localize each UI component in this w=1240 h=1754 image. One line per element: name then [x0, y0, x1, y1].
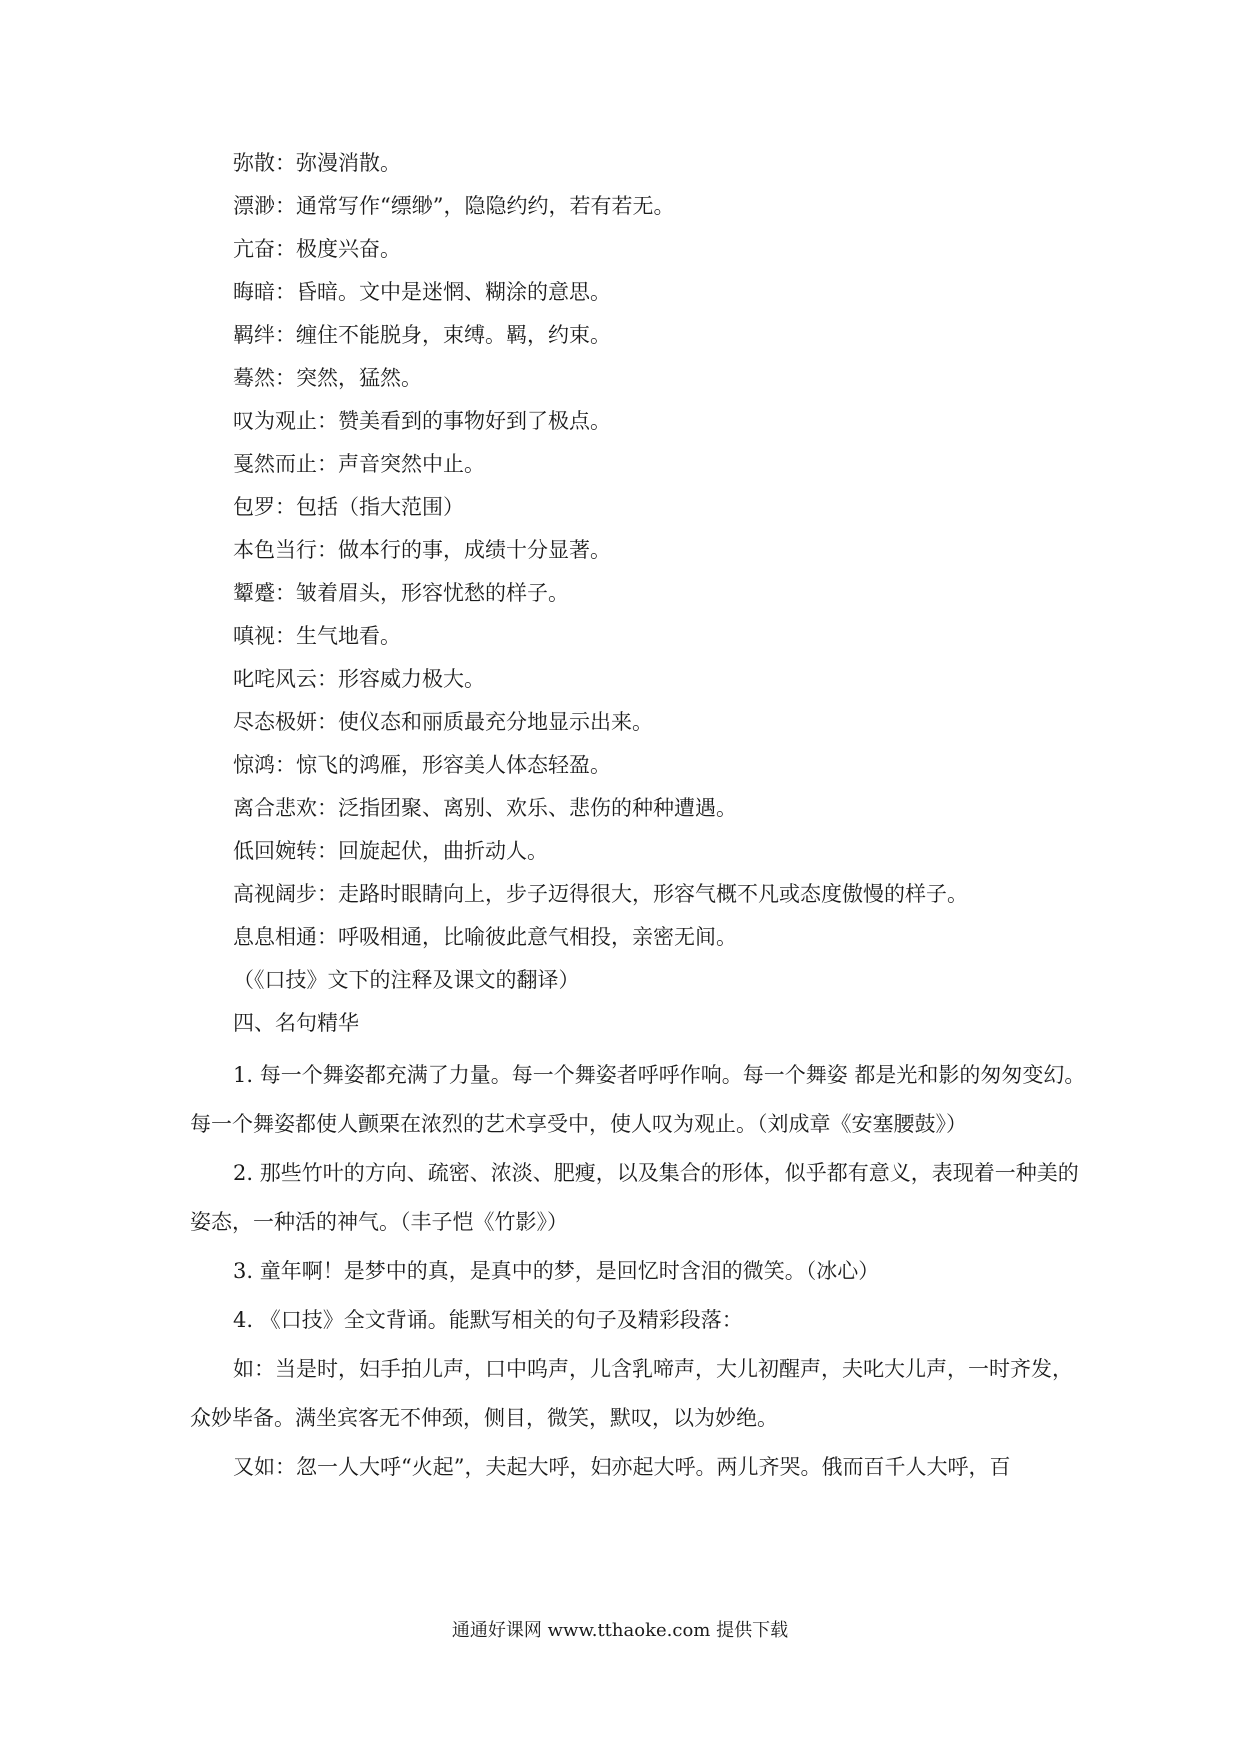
quote-paragraph: 1. 每一个舞姿都充满了力量。每一个舞姿者呼呼作响。每一个舞姿 都是光和影的匆匆变幻。每一个舞姿都使人颤栗在浓烈的艺术享受中，使人叹为观止。（刘成章《安塞腰鼓》）: [190, 1063, 1086, 1136]
glossary-item: 颦蹙：皱着眉头，形容忧愁的样子。: [233, 581, 569, 605]
glossary-item: 弥散：弥漫消散。: [233, 151, 401, 175]
glossary-item: 低回婉转：回旋起伏，曲折动人。: [233, 839, 548, 863]
glossary-item: 叱咤风云：形容威力极大。: [233, 667, 485, 691]
glossary-item: 晦暗：昏暗。文中是迷惘、糊涂的意思。: [233, 280, 611, 304]
glossary-item: 本色当行：做本行的事，成绩十分显著。: [233, 538, 611, 562]
glossary-item: 包罗：包括（指大范围）: [233, 495, 464, 519]
glossary-item: 离合悲欢：泛指团聚、离别、欢乐、悲伤的种种遭遇。: [233, 796, 737, 820]
glossary-item: 羁绊：缠住不能脱身，束缚。羁，约束。: [233, 323, 611, 347]
quote-paragraph: 4. 《口技》全文背诵。能默写相关的句子及精彩段落：: [233, 1308, 743, 1332]
quote-paragraph: 3. 童年啊！是梦中的真，是真中的梦，是回忆时含泪的微笑。（冰心）: [233, 1259, 880, 1283]
glossary-item: 高视阔步：走路时眼睛向上，步子迈得很大，形容气概不凡或态度傲慢的样子。: [233, 882, 968, 906]
glossary-item: 叹为观止：赞美看到的事物好到了极点。: [233, 409, 611, 433]
glossary-item: 漂渺：通常写作“缥缈”，隐隐约约，若有若无。: [233, 194, 675, 218]
glossary-item: 蓦然：突然，猛然。: [233, 366, 422, 390]
glossary-item: 尽态极妍：使仪态和丽质最充分地显示出来。: [233, 710, 653, 734]
source-note: （《口技》文下的注释及课文的翻译）: [233, 968, 580, 992]
glossary-item: 惊鸿：惊飞的鸿雁，形容美人体态轻盈。: [233, 753, 611, 777]
quote-paragraph: 又如：忽一人大呼“火起”，夫起大呼，妇亦起大呼。两儿齐哭。俄而百千人大呼，百: [233, 1455, 1011, 1479]
section-heading: 四、名句精华: [233, 1011, 359, 1035]
glossary-item: 嗔视：生气地看。: [233, 624, 401, 648]
glossary-item: 戛然而止：声音突然中止。: [233, 452, 485, 476]
glossary-item: 亢奋：极度兴奋。: [233, 237, 401, 261]
page-footer: 通通好课网 www.tthaoke.com 提供下载: [451, 1620, 789, 1641]
glossary-item: 息息相通：呼吸相通，比喻彼此意气相投，亲密无间。: [233, 925, 737, 949]
quote-paragraph: 2. 那些竹叶的方向、疏密、浓淡、肥瘦，以及集合的形体，似乎都有意义，表现着一种美的姿态，一种活的神气。（丰子恺《竹影》）: [190, 1161, 1079, 1234]
quote-paragraph: 如：当是时，妇手拍儿声，口中呜声，儿含乳啼声，大儿初醒声，夫叱大儿声，一时齐发，众妙毕备。满坐宾客无不伸颈，侧目，微笑，默叹，以为妙绝。: [190, 1357, 1073, 1430]
